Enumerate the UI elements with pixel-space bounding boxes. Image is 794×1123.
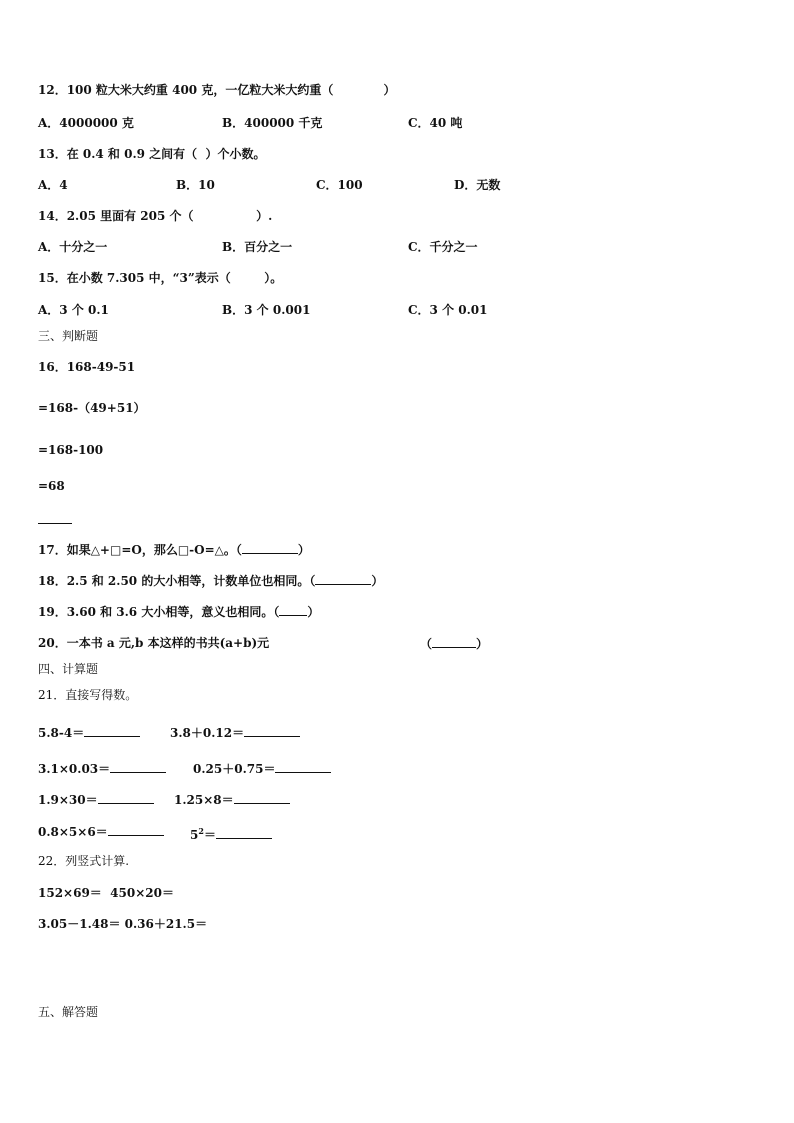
q16-line-2: =168-（49+51）	[38, 401, 146, 415]
q13-option-c: C．100	[316, 178, 363, 192]
q18-stem	[38, 572, 383, 589]
section-title-judgment: 三、判断题	[38, 329, 99, 343]
q19-stem	[38, 603, 319, 620]
q21-item-1-blank	[84, 724, 140, 737]
q19-paren-close: ）	[307, 605, 320, 619]
q12-option-a: A．4000000 克	[38, 116, 134, 130]
q14-option-a: A．十分之一	[38, 240, 108, 254]
q13-option-a: A．4	[38, 178, 68, 192]
section-title-calculation: 四、计算题	[38, 662, 99, 676]
q21-item-7	[38, 823, 164, 840]
q21-item-3	[38, 760, 166, 777]
q19-text: 19．3.60 和 3.6 大小相等，意义也相同。（	[38, 605, 280, 619]
q14-option-b: B．百分之一	[222, 240, 293, 254]
q22-line-1: 152×69＝ 450×20＝	[38, 886, 174, 900]
q21-title: 21．直接写得数。	[38, 688, 138, 702]
q21-item-8-base: 5	[190, 828, 199, 842]
q12-option-b: B．400000 千克	[222, 116, 323, 130]
q21-item-4-blank	[275, 760, 331, 773]
q19-answer-blank	[279, 603, 307, 616]
q21-item-5	[38, 791, 154, 808]
q20-paren-open: （	[420, 637, 433, 651]
q15-stem: 15．在小数 7.305 中，“3”表示（ ）。	[38, 271, 283, 285]
q15-option-a: A．3 个 0.1	[38, 303, 109, 317]
q20-stem: 20．一本书 a 元,b 本这样的书共(a+b)元	[38, 636, 270, 650]
q17-answer-blank	[242, 541, 298, 554]
q21-item-1	[38, 724, 140, 741]
q21-item-2-expr: 3.8＋0.12＝	[170, 726, 245, 740]
q13-stem: 13．在 0.4 和 0.9 之间有（ ）个小数。	[38, 147, 266, 161]
q13-option-d: D．无数	[454, 178, 501, 192]
q16-line-4: =68	[38, 479, 65, 493]
q21-item-4	[193, 760, 331, 777]
section-title-answer: 五、解答题	[38, 1005, 99, 1019]
q21-item-6-blank	[234, 791, 290, 804]
q18-paren-close: ）	[371, 574, 384, 588]
q22-title: 22．列竖式计算.	[38, 854, 130, 868]
q18-text: 18．2.5 和 2.50 的大小相等，计数单位也相同。（	[38, 574, 316, 588]
q16-line-3: =168-100	[38, 443, 104, 457]
q21-item-5-blank	[98, 791, 154, 804]
q21-item-8	[190, 823, 272, 843]
q17-text: 17．如果△+□=O，那么□-O=△。（	[38, 543, 242, 557]
q21-item-3-blank	[110, 760, 166, 773]
q17-paren-close: ）	[297, 543, 310, 557]
q22-line-2: 3.05－1.48＝ 0.36＋21.5＝	[38, 917, 208, 931]
q21-item-3-expr: 3.1×0.03＝	[38, 762, 111, 776]
q14-option-c: C．千分之一	[408, 240, 478, 254]
q21-item-1-expr: 5.8-4＝	[38, 726, 85, 740]
q21-item-7-expr: 0.8×5×6＝	[38, 825, 108, 839]
q21-item-5-expr: 1.9×30＝	[38, 793, 98, 807]
q18-answer-blank	[315, 572, 371, 585]
q21-item-8-exponent: 2	[198, 826, 204, 836]
q12-option-c: C．40 吨	[408, 116, 463, 130]
q21-item-8-blank	[216, 826, 272, 839]
q21-item-7-blank	[108, 823, 164, 836]
q21-item-6	[174, 791, 290, 808]
q17-stem	[38, 541, 310, 558]
q16-answer-blank	[38, 523, 72, 524]
q21-item-6-expr: 1.25×8＝	[174, 793, 234, 807]
q13-option-b: B．10	[176, 178, 215, 192]
q16-line-1: 16．168-49-51	[38, 360, 136, 374]
q14-stem: 14．2.05 里面有 205 个（ ）.	[38, 209, 273, 223]
q15-option-b: B．3 个 0.001	[222, 303, 311, 317]
q12-stem: 12．100 粒大米大约重 400 克，一亿粒大米大约重（ ）	[38, 83, 396, 97]
q21-item-2	[170, 724, 300, 741]
q21-item-2-blank	[244, 724, 300, 737]
q20-answer	[420, 635, 488, 652]
q21-item-8-equals: ＝	[203, 828, 216, 842]
q15-option-c: C．3 个 0.01	[408, 303, 488, 317]
q20-paren-close: ）	[476, 637, 489, 651]
q20-answer-blank	[432, 635, 476, 648]
q21-item-4-expr: 0.25＋0.75＝	[193, 762, 276, 776]
